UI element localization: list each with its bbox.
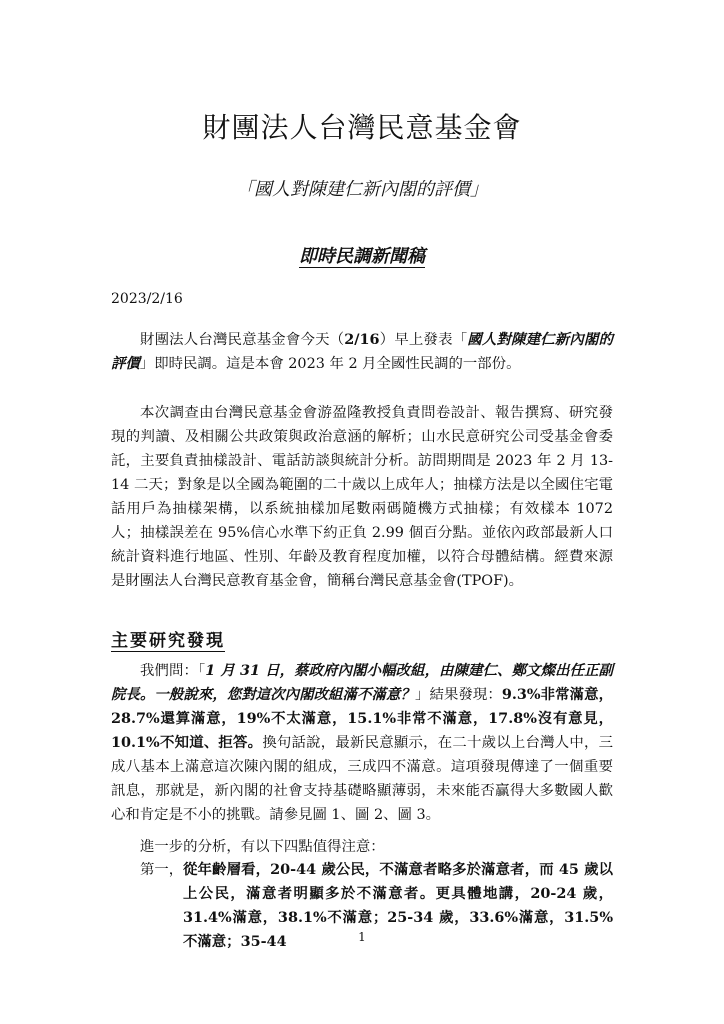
report-title: 「國人對陳建仁新內閣的評價」 (236, 179, 488, 200)
page-number: 1 (358, 930, 366, 944)
point-1-text: 從年齡層看，20-44 歲公民，不滿意者略多於滿意者，而 45 歲以上公民，滿意者明顯多於不滿意者。更具體地講，20-24 歲，31.4%滿意，38.1%不滿意；25-34 歲，33.6%滿意，31.5%不滿意；35-44 (183, 861, 613, 950)
intro-text-mid: ）早上發表「 (379, 332, 468, 348)
intro-text-after: 」即時民調。這是本會 2023 年 2 月全國性民調的一部份。 (139, 356, 521, 372)
organization-title: 財團法人台灣民意基金會 (202, 111, 522, 144)
methodology-paragraph: 本次調查由台灣民意基金會游盈隆教授負責問卷設計、報告撰寫、研究發現的判讀、及相關公共政策與政治意涵的解析；山水民意研究公司受基金會委託，主要負責抽樣設計、電話訪談與統計分析。訪問期間是 2023 年 2 月 13-14 二天；對象是以全國為範圍的二十歲以上成年人；抽樣方法是以全國住宅電話用戶為抽樣架構，以系統抽樣加尾數兩碼隨機方式抽樣；有效樣本 1072 人；抽樣誤差在 95%信心水準下約正負 2.99 個百分點。並依內政部最新人口統計資料進行地區、性別、年齡及教育程度加權，以符合母體結構。經費來源是財團法人台灣民意教育基金會，簡稱台灣民意基金會(TPOF)。 (111, 405, 613, 589)
findings-paragraph (111, 659, 613, 827)
findings-summary: 換句話說，最新民意顯示，在二十歲以上台灣人中，三成八基本上滿意這次陳內閣的組成，三成四不滿意。這項發現傳達了一個重要訊息，那就是，新內閣的社會支持基礎略顯薄弱，未來能否贏得大多數國人歡心和肯定是不小的挑戰。請參見圖 1、圖 2、圖 3。 (111, 735, 613, 823)
survey-results: 9.3%非常滿意，28.7%還算滿意，19%不太滿意，15.1%非常不滿意，17.8%沒有意見，10.1%不知道、拒答。 (111, 686, 613, 751)
findings-heading: 主要研究發現 (111, 631, 225, 651)
intro-report-title: 國人對陳建仁新內閣的評價 (111, 331, 613, 372)
question-suffix: 」結果發現： (415, 687, 502, 703)
intro-text-before: 財團法人台灣民意基金會今天（ (140, 332, 345, 348)
question-prefix: 我們問：「 (140, 663, 206, 679)
intro-paragraph (111, 328, 613, 376)
analysis-intro: 進一步的分析，有以下四點值得注意： (140, 839, 385, 855)
survey-question: 1 月 31 日，蔡政府內閣小幅改組，由陳建仁、鄭文燦出任正副院長。一般說來，您對這次內閣改組滿不滿意？ (111, 662, 613, 703)
release-date: 2023/2/16 (111, 291, 183, 307)
intro-date: 2/16 (344, 331, 380, 348)
press-release-title: 即時民調新聞稿 (299, 246, 425, 267)
point-1-label: 第一， (140, 862, 184, 878)
